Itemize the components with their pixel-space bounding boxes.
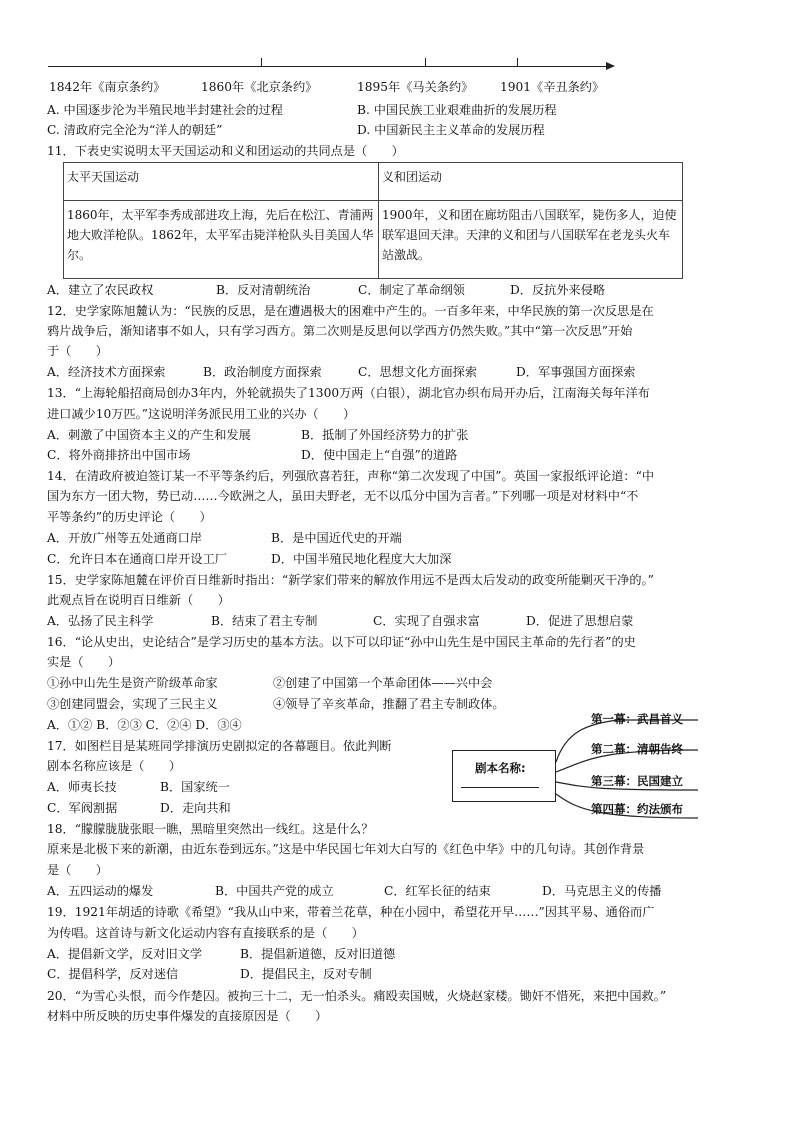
q19-option-c: C．提倡科学，反对迷信 (47, 967, 179, 981)
q13-option-c: C．将外商排挤出中国市场 (47, 448, 191, 462)
timeline-label: 1842年《南京条约》 (49, 80, 166, 94)
act-label: 第二幕：清朝告终 (591, 742, 683, 756)
q11-option-b: B．反对清朝统治 (216, 283, 311, 297)
q14-line: 14．在清政府被迫签订某一不平等条约后，列强欣喜若狂，声称“第二次发现了中国”。英国一家报纸评论道：“中 (47, 469, 655, 483)
q12-option-d: D．军事强国方面探索 (516, 365, 636, 379)
timeline-label: 1895年《马关条约》 (357, 80, 474, 94)
q18-option-c: C．红军长征的结束 (384, 884, 491, 898)
timeline-label: 1901《辛丑条约》 (500, 80, 605, 94)
q16-line: 实是（ ） (47, 655, 121, 669)
q13-option-b: B．抵制了外国经济势力的扩张 (301, 428, 469, 442)
timeline-tick (261, 58, 262, 66)
q15-line: 此观点旨在说明百日维新（ ） (47, 593, 230, 607)
act-label: 第四幕：约法颁布 (591, 802, 683, 816)
q15-option-b: B．结束了君主专制 (211, 614, 318, 628)
q19-option-a: A．提倡新文学，反对旧文学 (47, 947, 203, 961)
q13-option-a: A．刺激了中国资本主义的产生和发展 (47, 428, 251, 442)
q16-item: ④领导了辛亥革命，推翻了君主专制政体。 (273, 697, 505, 711)
q17-option-d: D．走向共和 (160, 801, 231, 815)
q17-option-c: C．军阀割据 (47, 801, 118, 815)
q11-option-a: A．建立了农民政权 (47, 283, 154, 297)
table-header: 太平天国运动 (64, 163, 379, 201)
timeline-label: 1860年《北京条约》 (201, 80, 318, 94)
q15-line: 15．史学家陈旭麓在评价百日维新时指出：“新学家们带来的解放作用远不是西太后发动的政变所能剿灭干净的。” (47, 573, 654, 587)
q18-option-d: D．马克思主义的传播 (542, 884, 662, 898)
q11-option-c: C．制定了革命纲领 (358, 283, 465, 297)
table-header: 义和团运动 (379, 163, 683, 201)
q17-line: 剧本名称应该是（ ） (47, 759, 182, 773)
q20-line: 20．“为雪心头恨，而今作楚囚。被拘三十二，无一怕杀头。痛殴卖国贼，火烧赵家楼。锄奸不惜死，来把中国救。” (47, 989, 667, 1003)
q14-line: 平等条约”的历史评论（ ） (47, 510, 212, 524)
q16-item: ②创建了中国第一个革命团体——兴中会 (273, 676, 493, 690)
q12-line: 12．史学家陈旭麓认为：“民族的反思，是在遭遇极大的困难中产生的。一百多年来，中华民族的第一次反思是在 (47, 304, 654, 318)
q18-line: 原来是北极下来的新潮，由近东卷到远东。”这是中华民国七年刘大白写的《红色中华》中的几句诗。其创作背景 (47, 842, 645, 856)
timeline-tick (425, 58, 426, 66)
q14-option-d: D．中国半殖民地化程度大大加深 (271, 552, 452, 566)
q12-line: 于（ ） (47, 344, 108, 358)
q13-option-d: D．使中国走上“自强”的道路 (301, 448, 458, 462)
q10-option-b: B. 中国民族工业艰难曲折的发展历程 (357, 103, 557, 117)
q18-line: 是（ ） (47, 863, 108, 877)
q15-option-d: D．促进了思想启蒙 (526, 614, 634, 628)
q19-line: 19．1921年胡适的诗歌《希望》“我从山中来，带着兰花草，种在小园中，希望花开早……”因其平易、通俗而广 (47, 905, 655, 919)
q19-line: 为传唱。这首诗与新文化运动内容有直接联系的是（ ） (47, 926, 364, 940)
q12-option-c: C．思想文化方面探索 (358, 365, 478, 379)
q16-options: A．①② B．②③ C．②④ D．③④ (47, 718, 242, 732)
q11-option-d: D．反抗外来侵略 (510, 283, 606, 297)
q18-option-a: A．五四运动的爆发 (47, 884, 154, 898)
q17-option-b: B．国家统一 (160, 780, 230, 794)
q20-line: 材料中所反映的历史事件爆发的直接原因是（ ） (47, 1009, 328, 1023)
q16-item: ①孙中山先生是资产阶级革命家 (47, 676, 218, 690)
q16-item: ③创建同盟会，实现了三民主义 (47, 697, 218, 711)
q18-option-b: B．中国共产党的成立 (215, 884, 334, 898)
q14-option-a: A．开放广州等五处通商口岸 (47, 531, 203, 545)
timeline-tick (517, 58, 518, 66)
q17-option-a: A．师夷长技 (47, 780, 117, 794)
q10-option-d: D. 中国新民主主义革命的发展历程 (357, 123, 545, 137)
q11-comparison-table (63, 162, 683, 279)
q17-line: 17．如图栏目是某班同学排演历史剧拟定的各幕题目。依此判断 (47, 739, 392, 753)
q12-line: 鸦片战争后，渐知诸事不如人，只有学习西方。第二次则是反思何以学西方仍然失败。”其中“第一次反思”开始 (47, 324, 633, 338)
table-cell: 1860年，太平军李秀成部进攻上海，先后在松江、青浦两地大败洋枪队。1862年，太平军击毙洋枪队头目美国人华尔。 (64, 201, 379, 279)
q19-option-d: D．提倡民主，反对专制 (240, 967, 372, 981)
q10-option-a: A. 中国逐步沦为半殖民地半封建社会的过程 (47, 103, 283, 117)
q19-option-b: B．提倡新道德，反对旧道德 (240, 947, 396, 961)
q14-option-c: C．允许日本在通商口岸开设工厂 (47, 552, 227, 566)
timeline-axis (48, 66, 608, 67)
q15-option-a: A．弘扬了民主科学 (47, 614, 154, 628)
table-cell: 1900年，义和团在廊坊阻击八国联军，毙伤多人，迫使联军退回天津。天津的义和团与八国联军在老龙头火车站激战。 (379, 201, 683, 279)
q18-line: 18．“朦朦胧胧张眼一瞧，黑暗里突然出一线红。这是什么？ (47, 822, 374, 836)
q12-option-b: B．政治制度方面探索 (203, 365, 322, 379)
q13-line: 进口减少10万匹。”这说明洋务派民用工业的兴办（ ） (47, 407, 356, 421)
script-title-box (452, 750, 556, 802)
script-title-label: 剧本名称: (475, 761, 526, 775)
act-label: 第一幕：武昌首义 (591, 712, 683, 726)
q14-line: 国为东方一团大物，势已动……今欧洲之人，虽田夫野老，无不以瓜分中国为言者。”下列哪一项是对材料中“不 (47, 489, 639, 503)
act-label: 第三幕：民国建立 (591, 774, 683, 788)
timeline-arrow-icon (606, 62, 615, 70)
q12-option-a: A．经济技术方面探索 (47, 365, 166, 379)
q16-line: 16．“论从史出，史论结合”是学习历史的基本方法。以下可以印证“孙中山先生是中国民主革命的先行者”的史 (47, 635, 636, 649)
q14-option-b: B．是中国近代史的开端 (271, 531, 402, 545)
q13-line: 13．“上海轮船招商局创办3年内，外轮就损失了1300万两（白银），湖北官办织布局开办后，江南海关每年洋布 (47, 386, 650, 400)
q15-option-c: C．实现了自强求富 (373, 614, 480, 628)
q11-stem: 11．下表史实说明太平天国运动和义和团运动的共同点是（ ） (47, 144, 404, 158)
blank-underline (461, 787, 539, 788)
q10-option-c: C. 清政府完全沦为“洋人的朝廷” (47, 123, 223, 137)
